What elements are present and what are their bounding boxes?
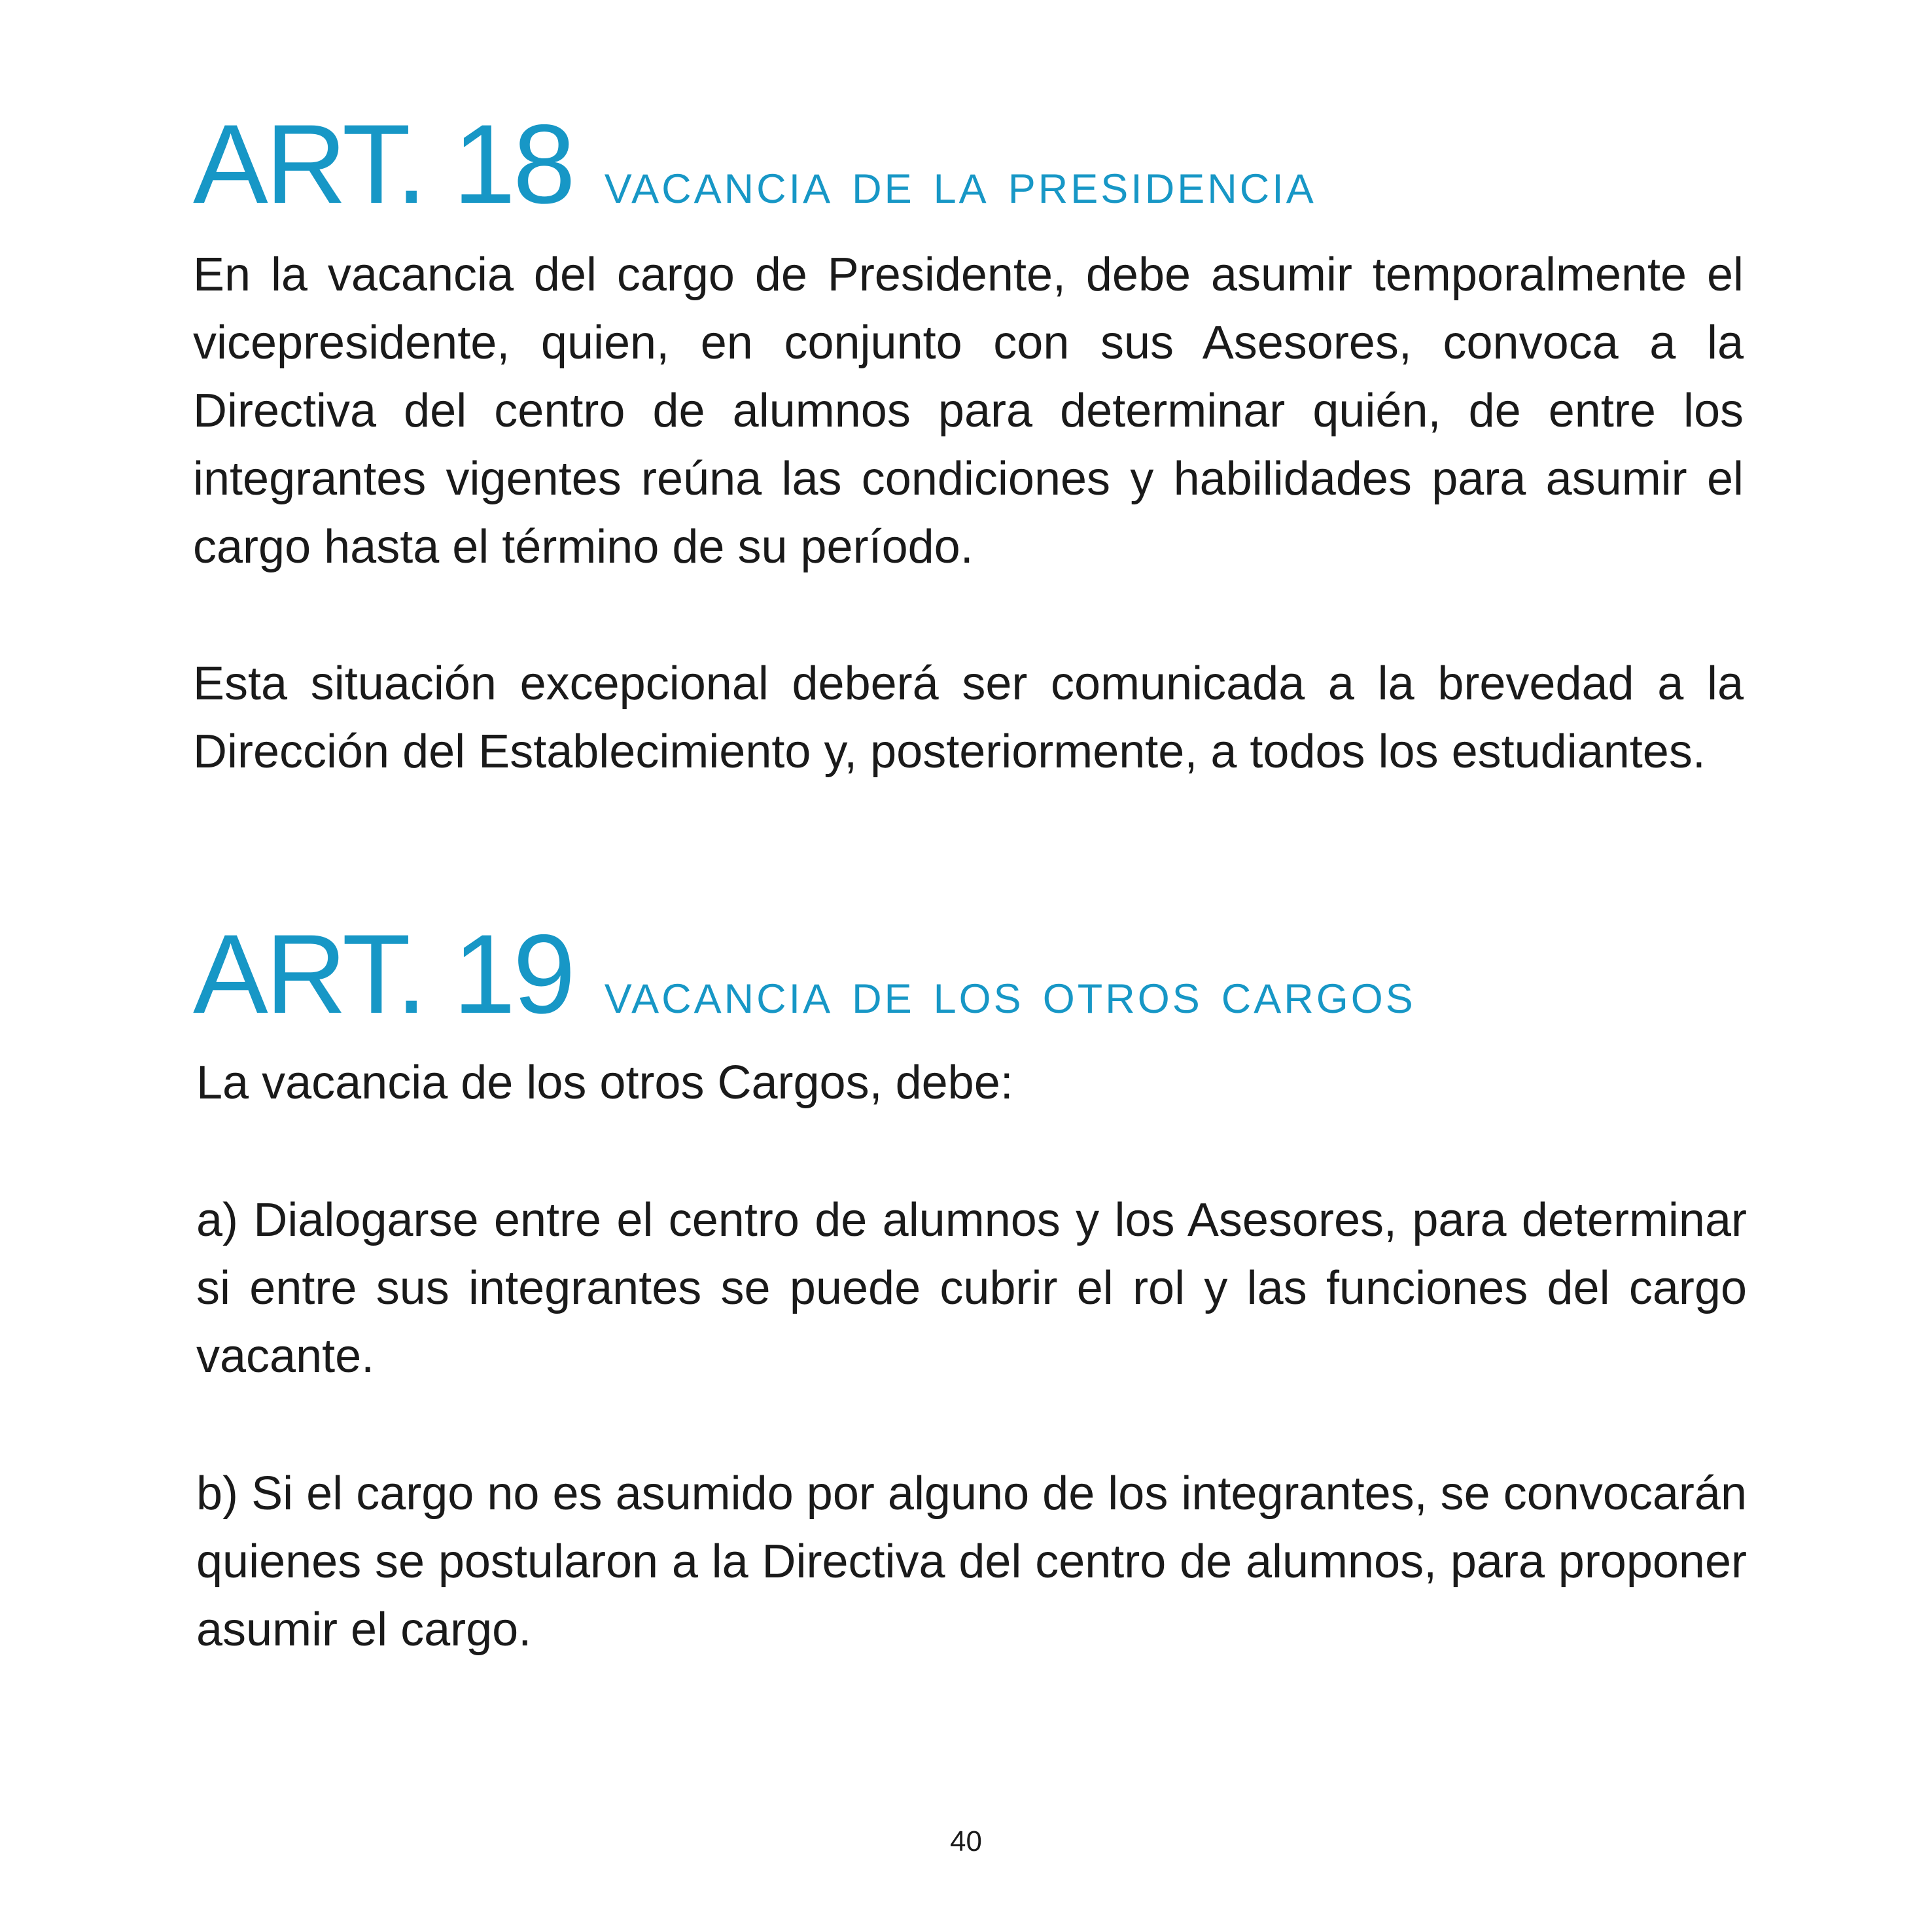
art19-intro: La vacancia de los otros Cargos, debe: [196, 1057, 1013, 1109]
art19-heading [193, 911, 1763, 1037]
art18-title: vacancia de la presidencia [604, 150, 1316, 216]
art18-paragraph-1: En la vacancia del cargo de Presidente, debe asumir temporalmente el vicepresidente, quien, en conjunto con sus Asesores, convoca a la Directiva del centro de alumnos para determinar quién, de entre los integrantes vigentes reúna las condiciones y habilidades para asumir el cargo hasta el término de su período. [193, 249, 1744, 573]
art18-heading [193, 101, 1763, 227]
page-number: 40 [950, 1825, 982, 1857]
art19-title: vacancia de los otros cargos [604, 960, 1416, 1026]
art18-paragraph-2: Esta situación excepcional deberá ser comunicada a la brevedad a la Dirección del Establecimiento y, posteriormente, a todos los estudiantes. [193, 658, 1744, 778]
art18-number: ART. 18 [193, 101, 573, 227]
art19-item-a: a) Dialogarse entre el centro de alumnos y los Asesores, para determinar si entre sus integrantes se puede cubrir el rol y las funciones del cargo vacante. [196, 1194, 1747, 1382]
art19-item-b: b) Si el cargo no es asumido por alguno de los integrantes, se convocarán quienes se postularon a la Directiva del centro de alumnos, para proponer asumir el cargo. [196, 1467, 1747, 1656]
art19-number: ART. 19 [193, 911, 573, 1037]
